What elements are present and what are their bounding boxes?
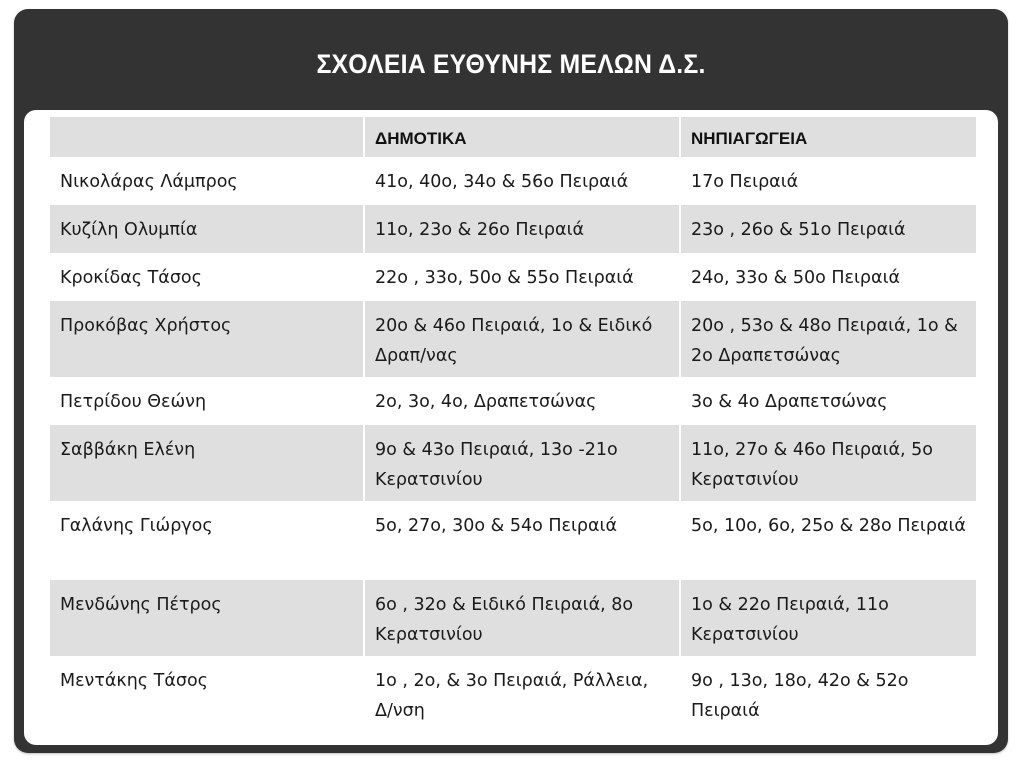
- cell-nipiagogeia: 23ο , 26ο & 51ο Πειραιά: [680, 205, 976, 253]
- cell-dimotika: 41ο, 40ο, 34ο & 56ο Πειραιά: [364, 157, 680, 205]
- table-row: [50, 425, 976, 501]
- header-nipiagogeia: ΝΗΠΙΑΓΩΓΕΙΑ: [680, 117, 976, 157]
- cell-nipiagogeia: 24ο, 33ο & 50ο Πειραιά: [680, 253, 976, 301]
- table-row: [50, 501, 976, 580]
- cell-nipiagogeia: 5ο, 10ο, 6ο, 25ο & 28ο Πειραιά: [680, 501, 976, 580]
- cell-nipiagogeia: 3ο & 4ο Δραπετσώνας: [680, 377, 976, 425]
- cell-member: Νικολάρας Λάμπρος: [50, 157, 364, 205]
- table-row: [50, 205, 976, 253]
- cell-member: Σαββάκη Ελένη: [50, 425, 364, 501]
- outer-card: [14, 9, 1008, 753]
- table-header-row: [50, 117, 976, 157]
- cell-nipiagogeia: 9ο , 13ο, 18ο, 42ο & 52ο Πειραιά: [680, 656, 976, 735]
- cell-member: Μεντάκης Τάσος: [50, 656, 364, 735]
- table-row: [50, 580, 976, 656]
- table-row: [50, 157, 976, 205]
- cell-dimotika: 20ο & 46ο Πειραιά, 1ο & Ειδικό Δραπ/νας: [364, 301, 680, 377]
- cell-dimotika: 11ο, 23ο & 26ο Πειραιά: [364, 205, 680, 253]
- cell-dimotika: 2ο, 3ο, 4ο, Δραπετσώνας: [364, 377, 680, 425]
- schools-table: [50, 117, 976, 735]
- cell-nipiagogeia: 1ο & 22ο Πειραιά, 11ο Κερατσινίου: [680, 580, 976, 656]
- cell-member: Μενδώνης Πέτρος: [50, 580, 364, 656]
- cell-dimotika: 1ο , 2ο, & 3ο Πειραιά, Ράλλεια, Δ/νση: [364, 656, 680, 735]
- page-title: ΣΧΟΛΕΙΑ ΕΥΘΥΝΗΣ ΜΕΛΩΝ Δ.Σ.: [316, 49, 706, 79]
- cell-member: Κυζίλη Ολυμπία: [50, 205, 364, 253]
- header-member: [50, 117, 364, 157]
- table-row: [50, 301, 976, 377]
- cell-dimotika: 6ο , 32ο & Ειδικό Πειραιά, 8ο Κερατσινίου: [364, 580, 680, 656]
- cell-nipiagogeia: 20ο , 53ο & 48ο Πειραιά, 1ο & 2ο Δραπετσώνας: [680, 301, 976, 377]
- cell-member: Πετρίδου Θεώνη: [50, 377, 364, 425]
- table-row: [50, 377, 976, 425]
- cell-dimotika: 5ο, 27ο, 30ο & 54ο Πειραιά: [364, 501, 680, 580]
- cell-dimotika: 22ο , 33ο, 50ο & 55ο Πειραιά: [364, 253, 680, 301]
- cell-nipiagogeia: 11ο, 27ο & 46ο Πειραιά, 5ο Κερατσινίου: [680, 425, 976, 501]
- cell-member: Κροκίδας Τάσος: [50, 253, 364, 301]
- cell-dimotika: 9ο & 43ο Πειραιά, 13ο -21ο Κερατσινίου: [364, 425, 680, 501]
- table-panel: [24, 110, 998, 745]
- header-dimotika: ΔΗΜΟΤΙΚΑ: [364, 117, 680, 157]
- cell-nipiagogeia: 17ο Πειραιά: [680, 157, 976, 205]
- table-row: [50, 656, 976, 735]
- table-row: [50, 253, 976, 301]
- cell-member: Προκόβας Χρήστος: [50, 301, 364, 377]
- cell-member: Γαλάνης Γιώργος: [50, 501, 364, 580]
